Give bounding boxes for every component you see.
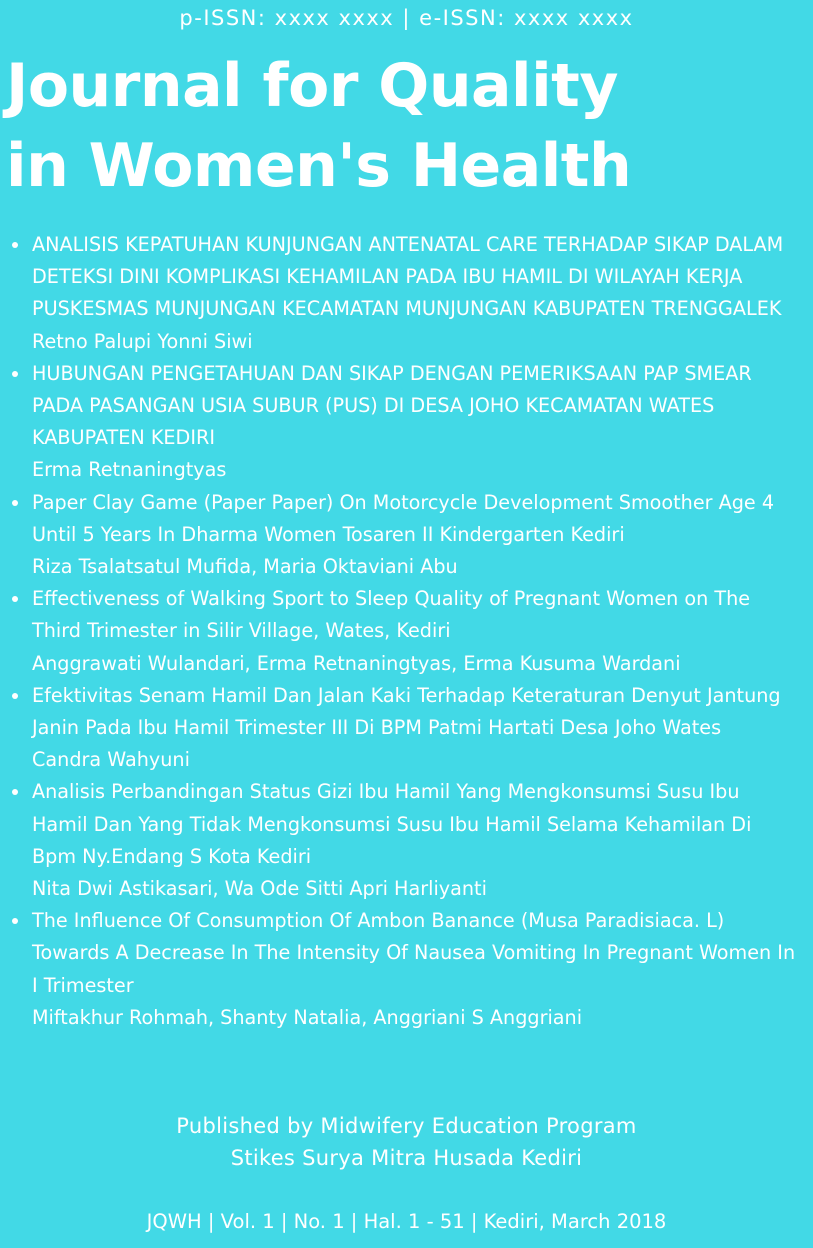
article-item bbox=[0, 358, 813, 487]
article-item bbox=[0, 776, 813, 905]
article-list bbox=[0, 229, 813, 1034]
article-authors: Erma Retnaningtyas bbox=[32, 458, 227, 482]
publisher-info bbox=[0, 1110, 813, 1174]
article-authors: Nita Dwi Astikasari, Wa Ode Sitti Apri Harliyanti bbox=[32, 877, 487, 901]
issn-line: p-ISSN: xxxx xxxx | e-ISSN: xxxx xxxx bbox=[179, 6, 634, 30]
bullet-icon bbox=[12, 371, 18, 377]
bullet-icon bbox=[12, 693, 18, 699]
article-authors: Retno Palupi Yonni Siwi bbox=[32, 329, 253, 353]
article-item bbox=[0, 680, 813, 777]
bullet-icon bbox=[12, 789, 18, 795]
publisher-line-2: Stikes Surya Mitra Husada Kediri bbox=[230, 1146, 583, 1170]
bullet-icon bbox=[12, 242, 18, 248]
article-title: Analisis Perbandingan Status Gizi Ibu Hamil Yang Mengkonsumsi Susu Ibu Hamil Dan Yang Tidak Mengkonsumsi Susu Ibu Hamil Selama Kehamilan Di Bpm Ny.Endang S Kota Kediri bbox=[32, 780, 752, 868]
journal-title-line-1: Journal for Quality bbox=[6, 51, 618, 121]
article-title: The Influence Of Consumption Of Ambon Banance (Musa Paradisiaca. L) Towards A Decrease In The Intensity Of Nausea Vomiting In Pregnant Women In I Trimester bbox=[32, 909, 796, 997]
article-title: HUBUNGAN PENGETAHUAN DAN SIKAP DENGAN PEMERIKSAAN PAP SMEAR PADA PASANGAN USIA SUBUR (PUS) DI DESA JOHO KECAMATAN WATES KABUPATEN KEDIRI bbox=[32, 361, 752, 450]
journal-title-line-2: in Women's Health bbox=[6, 131, 632, 201]
article-title: Efektivitas Senam Hamil Dan Jalan Kaki Terhadap Keteraturan Denyut Jantung Janin Pada Ibu Hamil Trimester III Di BPM Patmi Hartati Desa Joho Wates bbox=[32, 683, 781, 740]
journal-title bbox=[6, 46, 806, 206]
article-item bbox=[0, 229, 813, 358]
article-title: ANALISIS KEPATUHAN KUNJUNGAN ANTENATAL CARE TERHADAP SIKAP DALAM DETEKSI DINI KOMPLIKASI KEHAMILAN PADA IBU HAMIL DI WILAYAH KERJA PUSKESMAS MUNJUNGAN KECAMATAN MUNJUNGAN KABUPATEN TRENGGALEK bbox=[32, 233, 784, 321]
article-title: Paper Clay Game (Paper Paper) On Motorcycle Development Smoother Age 4 Until 5 Years In Dharma Women Tosaren II Kindergarten Kediri bbox=[32, 490, 775, 546]
article-authors: Candra Wahyuni bbox=[32, 748, 190, 772]
bullet-icon bbox=[12, 596, 18, 602]
article-authors: Miftakhur Rohmah, Shanty Natalia, Anggriani S Anggriani bbox=[32, 1005, 583, 1029]
bullet-icon bbox=[12, 918, 18, 924]
article-item bbox=[0, 487, 813, 584]
publisher-line-1: Published by Midwifery Education Program bbox=[176, 1114, 637, 1138]
article-authors: Riza Tsalatsatul Mufida, Maria Oktaviani Abu bbox=[32, 555, 458, 579]
article-authors: Anggrawati Wulandari, Erma Retnaningtyas, Erma Kusuma Wardani bbox=[32, 651, 681, 675]
article-title: Effectiveness of Walking Sport to Sleep Quality of Pregnant Women on The Third Trimester in Silir Village, Wates, Kediri bbox=[32, 587, 751, 643]
article-item bbox=[0, 905, 813, 1034]
article-item bbox=[0, 583, 813, 680]
bullet-icon bbox=[12, 500, 18, 506]
citation-footer: JQWH | Vol. 1 | No. 1 | Hal. 1 - 51 | Kediri, March 2018 bbox=[146, 1210, 667, 1233]
